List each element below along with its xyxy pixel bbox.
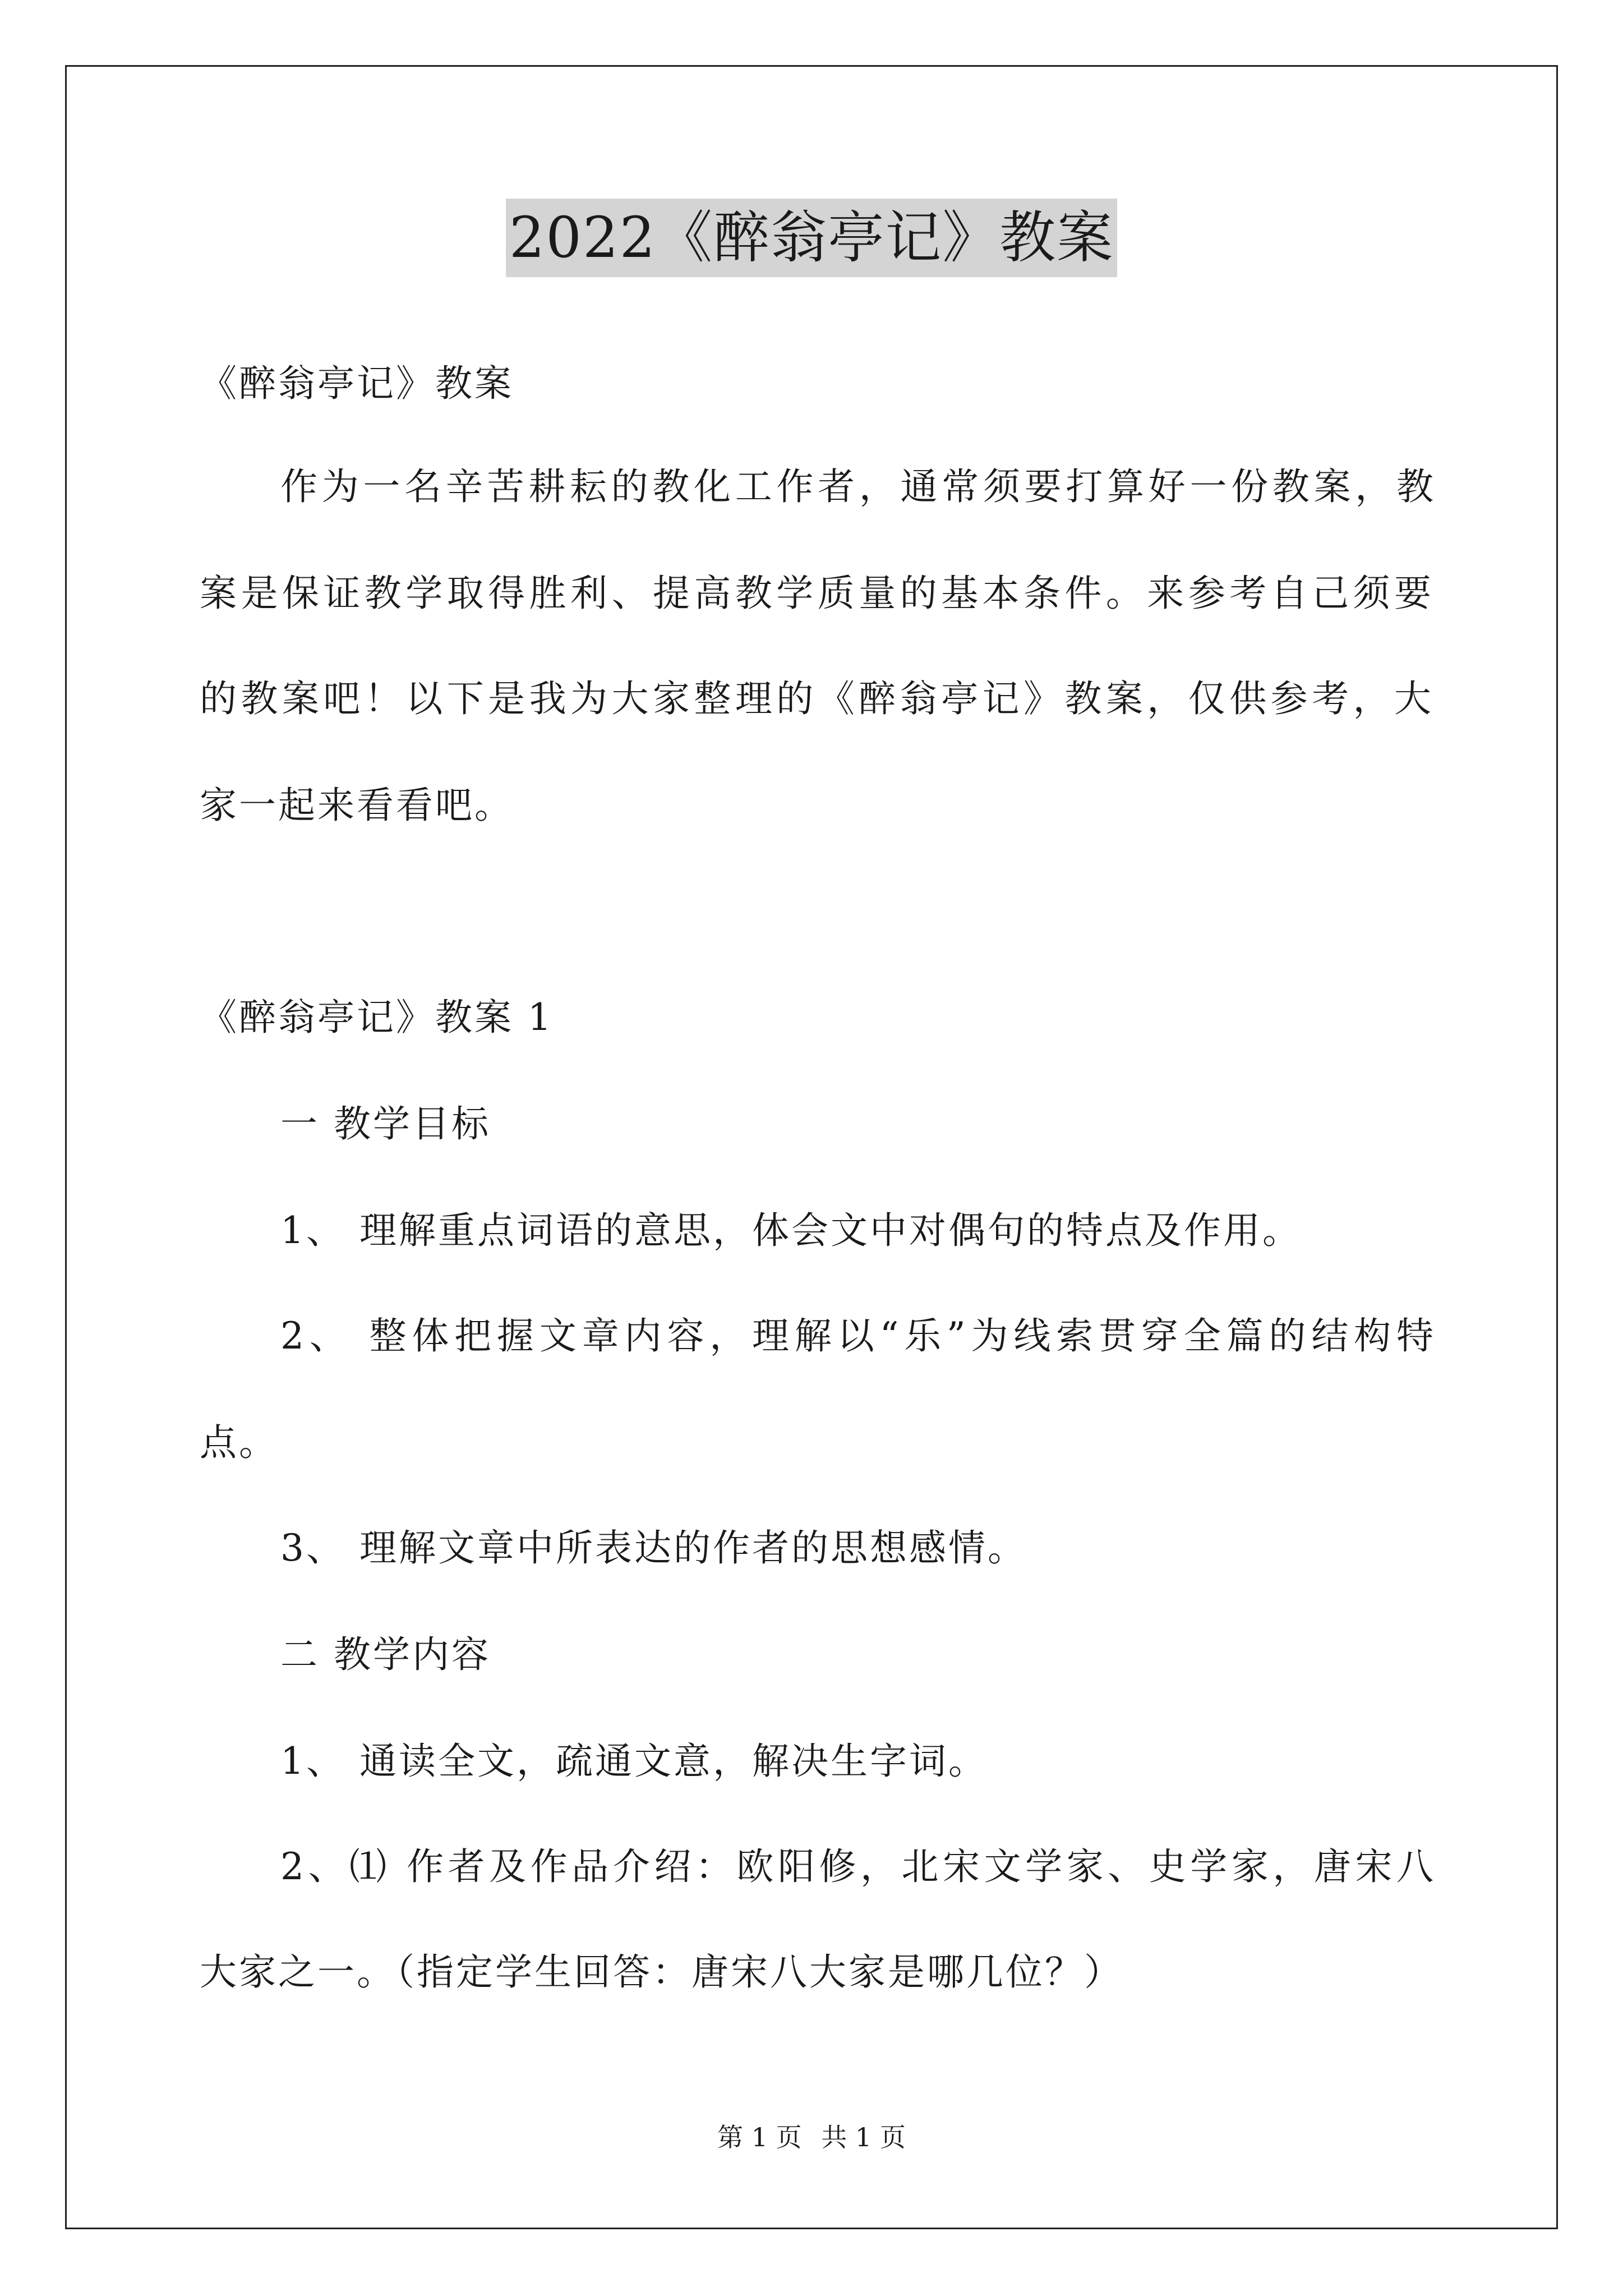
list-item: 2、 整体把握文章内容，理解以“乐”为线索贯穿全篇的结构特 — [280, 1314, 1436, 1358]
page-number: 第 1 页 — [717, 2122, 802, 2152]
section-subheading: 二 教学内容 — [280, 1633, 491, 1676]
paragraph-line: 家一起来看看吧。 — [200, 784, 514, 827]
page-footer — [0, 2120, 1623, 2154]
subtitle: 《醉翁亭记》教案 — [200, 362, 514, 405]
paragraph-line: 案是保证教学取得胜利、提高教学质量的基本条件。来参考自己须要 — [200, 572, 1433, 615]
document-title: 2022《醉翁亭记》教案 — [506, 199, 1118, 277]
paragraph-line: 的教案吧！以下是我为大家整理的《醉翁亭记》教案，仅供参考，大 — [200, 677, 1433, 720]
section-subheading: 一 教学目标 — [280, 1102, 491, 1145]
list-item: 3、 理解文章中所表达的作者的思想感情。 — [280, 1526, 1027, 1570]
section-heading: 《醉翁亭记》教案 1 — [200, 996, 554, 1039]
title-container — [0, 199, 1623, 277]
list-item: 1、 理解重点词语的意思，体会文中对偶句的特点及作用。 — [280, 1209, 1302, 1252]
list-item-continuation: 点。 — [200, 1421, 278, 1464]
page-total: 共 1 页 — [821, 2122, 906, 2152]
list-item-continuation: 大家之一。（指定学生回答：唐宋八大家是哪几位？） — [200, 1950, 1123, 1994]
list-item: 2、⑴ 作者及作品介绍：欧阳修，北宋文学家、史学家，唐宋八 — [280, 1845, 1436, 1888]
list-item: 1、 通读全文，疏通文意，解决生字词。 — [280, 1740, 988, 1783]
paragraph-line: 作为一名辛苦耕耘的教化工作者，通常须要打算好一份教案，教 — [280, 465, 1436, 508]
